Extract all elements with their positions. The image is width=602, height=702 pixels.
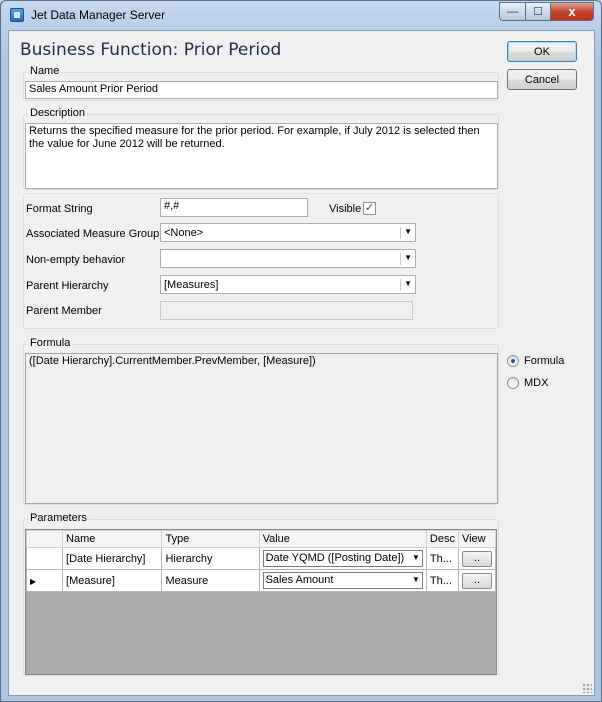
resize-grip-icon[interactable]	[582, 683, 592, 693]
current-row-indicator-icon: ▶	[30, 576, 37, 586]
combo-separator	[400, 253, 401, 265]
maximize-button[interactable]: ☐	[525, 2, 551, 21]
param-value-cell[interactable]	[259, 570, 426, 592]
param-value-select[interactable]	[263, 550, 423, 567]
param-name-cell[interactable]: [Date Hierarchy]	[63, 548, 162, 570]
name-input[interactable]: Sales Amount Prior Period	[25, 81, 498, 99]
parent-hierarchy-select[interactable]	[160, 275, 416, 294]
title-bar[interactable]	[1, 1, 601, 29]
grid-header-row	[27, 531, 496, 548]
row-header[interactable]	[27, 570, 63, 592]
parameters-grid[interactable]	[25, 529, 497, 675]
description-label: Description	[30, 107, 86, 119]
associated-measure-group-value: <None>	[164, 227, 204, 239]
table-row[interactable]	[27, 570, 496, 592]
row-header[interactable]	[27, 548, 63, 570]
dropdown-arrow-icon[interactable]: ▼	[404, 227, 412, 236]
param-value-text: Sales Amount	[265, 574, 334, 586]
param-value-text: Date YQMD ([Posting Date])	[265, 552, 405, 564]
minimize-button[interactable]: —	[499, 2, 526, 21]
formula-editor[interactable]: ([Date Hierarchy].CurrentMember.PrevMember, [Measure])	[25, 353, 498, 504]
format-string-label: Format String	[26, 203, 93, 215]
parent-hierarchy-label: Parent Hierarchy	[26, 280, 109, 292]
column-header-type[interactable]: Type	[162, 531, 259, 548]
combo-separator	[400, 227, 401, 239]
name-label: Name	[30, 65, 60, 77]
param-desc-cell[interactable]: Th...	[426, 548, 458, 570]
param-desc-cell[interactable]: Th...	[426, 570, 458, 592]
column-header-name[interactable]: Name	[63, 531, 162, 548]
table-row[interactable]	[27, 548, 496, 570]
column-header-desc[interactable]: Desc	[426, 531, 458, 548]
param-view-cell	[458, 570, 495, 592]
formula-radio-label[interactable]: Formula	[524, 355, 565, 367]
window-title: Jet Data Manager Server	[31, 8, 166, 22]
dropdown-arrow-icon[interactable]: ▼	[411, 575, 420, 584]
dialog-client	[8, 30, 595, 696]
non-empty-behavior-select[interactable]	[160, 249, 416, 268]
formula-radio[interactable]	[507, 355, 519, 367]
cancel-button[interactable]: Cancel	[507, 69, 577, 90]
param-view-cell	[458, 548, 495, 570]
format-string-input[interactable]: #,#	[160, 198, 308, 217]
dropdown-arrow-icon[interactable]: ▼	[411, 553, 420, 562]
mdx-radio-label[interactable]: MDX	[524, 377, 549, 389]
associated-measure-group-label: Associated Measure Group	[26, 228, 160, 240]
dropdown-arrow-icon[interactable]: ▼	[404, 279, 412, 288]
param-type-cell[interactable]: Measure	[162, 570, 259, 592]
page-title: Business Function: Prior Period	[20, 40, 282, 60]
formula-label: Formula	[30, 337, 71, 349]
column-header-view[interactable]: View	[458, 531, 495, 548]
combo-separator	[400, 279, 401, 291]
param-value-cell[interactable]	[259, 548, 426, 570]
view-button[interactable]: ..	[462, 573, 492, 589]
parent-hierarchy-value: [Measures]	[164, 279, 219, 291]
associated-measure-group-select[interactable]	[160, 223, 416, 242]
dropdown-arrow-icon[interactable]: ▼	[404, 253, 412, 262]
app-icon	[10, 8, 24, 22]
param-name-cell[interactable]: [Measure]	[63, 570, 162, 592]
param-type-cell[interactable]: Hierarchy	[162, 548, 259, 570]
non-empty-behavior-label: Non-empty behavior	[26, 254, 126, 266]
close-button[interactable]: x	[550, 2, 594, 21]
column-header-value[interactable]: Value	[259, 531, 426, 548]
visible-label: Visible	[329, 203, 362, 215]
parameters-label: Parameters	[30, 512, 87, 524]
view-button[interactable]: ..	[462, 551, 492, 567]
visible-checkbox[interactable]: ✓	[364, 202, 375, 214]
parent-member-label: Parent Member	[26, 305, 102, 317]
description-input[interactable]: Returns the specified measure for the prior period. For example, if July 2012 is selected then the value for June 2012 will be returned.	[25, 123, 498, 189]
mdx-radio[interactable]	[507, 377, 519, 389]
row-header-corner	[27, 531, 63, 548]
parent-member-input	[160, 301, 413, 320]
ok-button[interactable]: OK	[507, 41, 577, 62]
param-value-select[interactable]	[263, 572, 423, 589]
parameters-table	[26, 530, 496, 592]
